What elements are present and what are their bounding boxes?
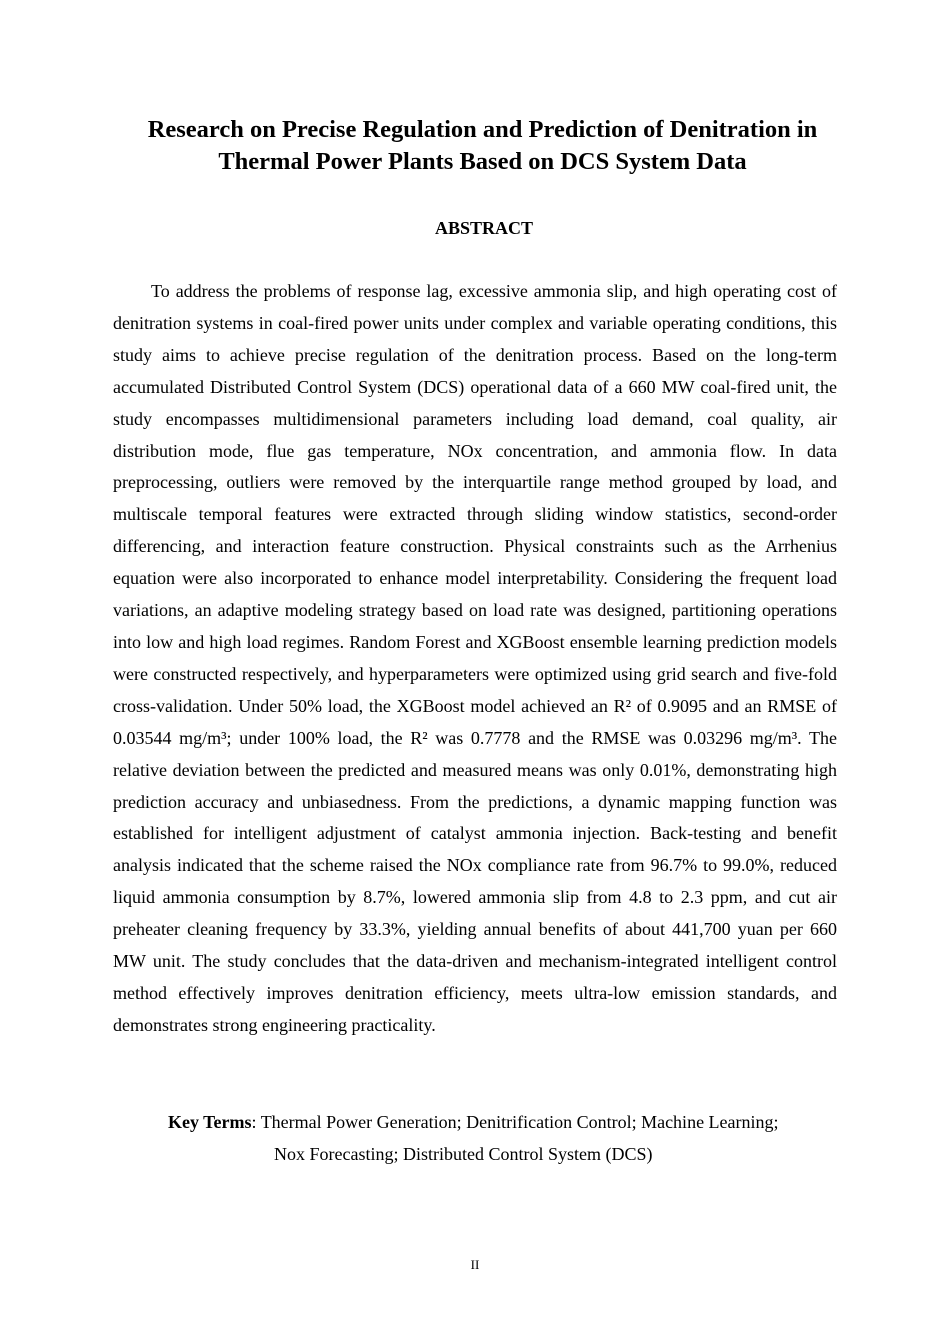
key-terms (168, 1106, 868, 1170)
abstract-body: To address the problems of response lag, excessive ammonia slip, and high operating cost of denitration systems in coal-fired power units under complex and variable operating conditions, this study aims to achieve precise regulation of the denitration process. Based on the long-term accumulated Distributed Control System (DCS) operational data of a 660 MW coal-fired unit, the study encompasses multidimensional parameters including load demand, coal quality, air distribution mode, flue gas temperature, NOx concentration, and ammonia flow. In data preprocessing, outliers were removed by the interquartile range method grouped by load, and multiscale temporal features were extracted through sliding window statistics, second-order differencing, and interaction feature construction. Physical constraints such as the Arrhenius equation were also incorporated to enhance model interpretability. Considering the frequent load variations, an adaptive modeling strategy based on load rate was designed, partitioning operations into low and high load regimes. Random Forest and XGBoost ensemble learning prediction models were constructed respectively, and hyperparameters were optimized using grid search and five-fold cross-validation. Under 50% load, the XGBoost model achieved an R² of 0.9095 and an RMSE of 0.03544 mg/m³; under 100% load, the R² was 0.7778 and the RMSE was 0.03296 mg/m³. The relative deviation between the predicted and measured means was only 0.01%, demonstrating high prediction accuracy and unbiasedness. From the predictions, a dynamic mapping function was established for intelligent adjustment of catalyst ammonia injection. Back-testing and benefit analysis indicated that the scheme raised the NOx compliance rate from 96.7% to 99.0%, reduced liquid ammonia consumption by 8.7%, lowered ammonia slip from 4.8 to 2.3 ppm, and cut air preheater cleaning frequency by 33.3%, yielding annual benefits of about 441,700 yuan per 660 MW unit. The study concludes that the data-driven and mechanism-integrated intelligent control method effectively improves denitration efficiency, meets ultra-low emission standards, and demonstrates strong engineering practicality. (113, 281, 837, 1035)
key-terms-line-1: Thermal Power Generation; Denitrification Control; Machine Learning; (260, 1112, 779, 1132)
page-number: II (470, 1257, 480, 1272)
key-terms-separator: : (251, 1112, 261, 1132)
abstract-heading: ABSTRACT (434, 218, 534, 238)
paper-title (100, 114, 865, 178)
paper-title-line-2: Thermal Power Plants Based on DCS System Data (218, 148, 747, 175)
paper-title-line-1: Research on Precise Regulation and Prediction of Denitration in (147, 116, 818, 143)
key-terms-label: Key Terms (168, 1112, 252, 1132)
key-terms-line-2: Nox Forecasting; Distributed Control System (DCS) (274, 1144, 653, 1164)
